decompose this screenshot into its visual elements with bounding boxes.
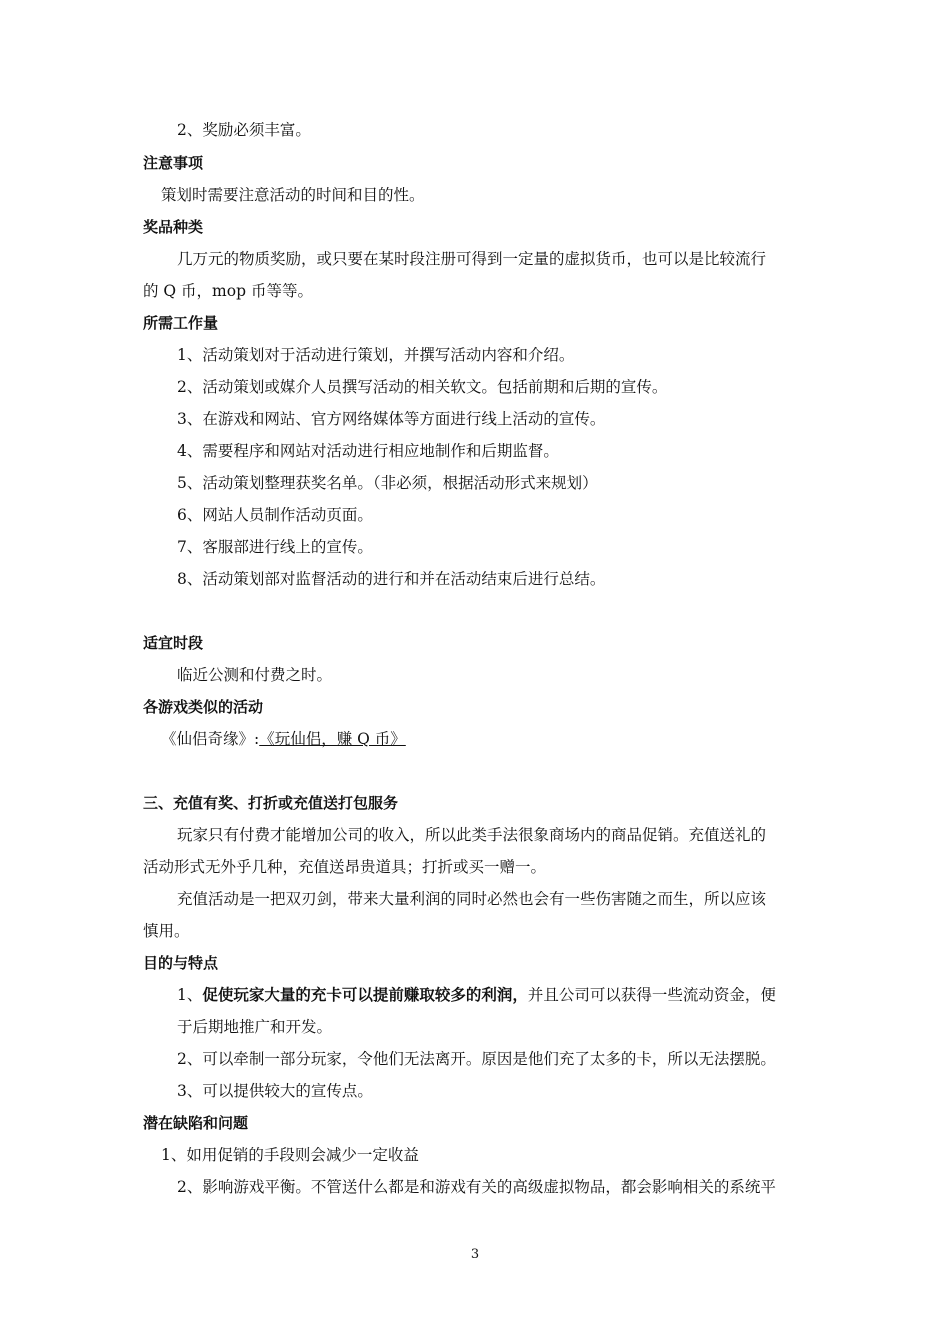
similar-game-name: 《仙侣奇缘》:	[161, 730, 260, 748]
purpose-item-1-rest: 并且公司可以获得一些流动资金，便	[527, 986, 776, 1004]
workload-item: 4、需要程序和网站对活动进行相应地制作和后期监督。	[177, 442, 559, 460]
notes-heading: 注意事项	[143, 154, 204, 172]
page-number: 3	[470, 1247, 480, 1262]
purpose-item-3: 3、可以提供较大的宣传点。	[177, 1082, 373, 1100]
purpose-heading: 目的与特点	[143, 954, 219, 972]
workload-item: 3、在游戏和网站、官方网络媒体等方面进行线上活动的宣传。	[177, 410, 606, 428]
section-3-para-1-line-2: 活动形式无外乎几种，充值送昂贵道具；打折或买一赠一。	[143, 858, 547, 876]
similar-activity-line	[161, 729, 406, 749]
prizes-text-line-1: 几万元的物质奖励，或只要在某时段注册可得到一定量的虚拟货币，也可以是比较流行	[177, 250, 767, 268]
purpose-item-1	[177, 985, 776, 1005]
defect-item-1: 1、如用促销的手段则会减少一定收益	[161, 1146, 419, 1164]
purpose-item-1-number: 1、	[177, 986, 203, 1004]
similar-activities-heading: 各游戏类似的活动	[143, 698, 264, 716]
section-3-para-2-line-1: 充值活动是一把双刃剑，带来大量利润的同时必然也会有一些伤害随之而生，所以应该	[177, 890, 767, 908]
section-3-para-1-line-1: 玩家只有付费才能增加公司的收入，所以此类手法很象商场内的商品促销。充值送礼的	[177, 826, 767, 844]
timing-heading: 适宜时段	[143, 634, 204, 652]
workload-item: 1、活动策划对于活动进行策划，并撰写活动内容和介绍。	[177, 346, 575, 364]
section-3-para-2-line-2: 慎用。	[143, 922, 190, 940]
reward-item-2: 2、奖励必须丰富。	[177, 121, 311, 139]
purpose-item-1-continued: 于后期地推广和开发。	[177, 1018, 333, 1036]
prizes-text-line-2: 的 Q 币，mop 币等等。	[143, 282, 313, 300]
purpose-item-1-emphasis: 促使玩家大量的充卡可以提前赚取较多的利润，	[202, 985, 528, 1004]
defects-heading: 潜在缺陷和问题	[143, 1114, 249, 1132]
purpose-item-2: 2、可以牵制一部分玩家，令他们无法离开。原因是他们充了太多的卡，所以无法摆脱。	[177, 1050, 776, 1068]
workload-item: 5、活动策划整理获奖名单。（非必须，根据活动形式来规划）	[177, 474, 598, 492]
workload-item: 6、网站人员制作活动页面。	[177, 506, 373, 524]
timing-text: 临近公测和付费之时。	[177, 666, 333, 684]
prizes-heading: 奖品种类	[143, 218, 204, 236]
workload-heading: 所需工作量	[143, 314, 219, 332]
workload-item: 8、活动策划部对监督活动的进行和并在活动结束后进行总结。	[177, 570, 606, 588]
section-3-title: 三、充值有奖、打折或充值送打包服务	[143, 794, 399, 812]
similar-activity-link[interactable]: 《玩仙侣，赚 Q 币》	[259, 730, 406, 748]
defect-item-2: 2、影响游戏平衡。不管送什么都是和游戏有关的高级虚拟物品，都会影响相关的系统平	[177, 1178, 776, 1196]
workload-item: 7、客服部进行线上的宣传。	[177, 538, 373, 556]
notes-text: 策划时需要注意活动的时间和目的性。	[161, 186, 425, 204]
workload-item: 2、活动策划或媒介人员撰写活动的相关软文。包括前期和后期的宣传。	[177, 378, 668, 396]
